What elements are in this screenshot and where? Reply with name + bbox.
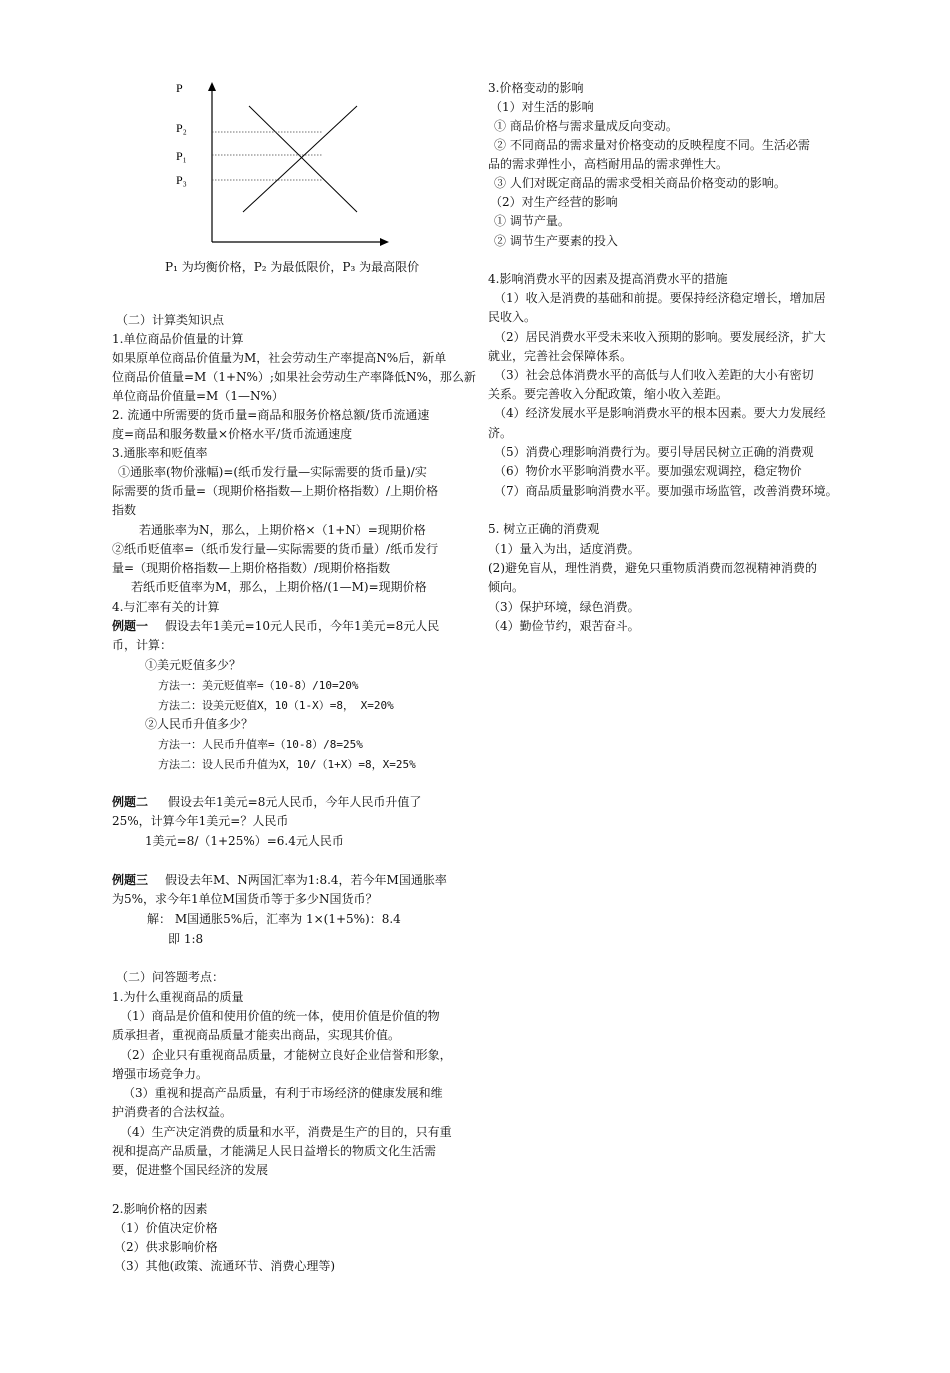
calc-text-3d: 若通胀率为N，那么，上期价格×（1+N）=现期价格 — [139, 523, 426, 537]
y-axis-arrow — [208, 82, 216, 91]
example-1-q1: ①美元贬值多少？ — [145, 658, 242, 672]
qa-heading-2: 2.影响价格的因素 — [112, 1202, 208, 1216]
example-1-text-b: 币，计算： — [112, 638, 173, 652]
p2-label: P₂ — [176, 121, 187, 135]
calc-text-3g: 若纸币贬值率为M，那么，上期价格/(1—M)=现期价格 — [131, 580, 427, 594]
calc-text-1a: 如果原单位商品价值量为M，社会劳动生产率提高N%后，新单 — [112, 351, 447, 365]
right-3-sub-2-a: ① 调节产量。 — [494, 214, 570, 228]
qa-1-text-i: 要，促进整个国民经济的发展 — [112, 1163, 269, 1177]
right-3-sub-2-b: ② 调节生产要素的投入 — [494, 234, 618, 248]
right-3-sub-1: （1）对生活的影响 — [490, 100, 594, 114]
qa-1-text-d: 增强市场竞争力。 — [112, 1067, 209, 1081]
demand-curve — [249, 106, 357, 212]
right-4-item-5: （5）消费心理影响消费行为。要引导居民树立正确的消费观 — [494, 445, 814, 459]
right-3-sub-1-a: ① 商品价格与需求量成反向变动。 — [494, 119, 678, 133]
calc-heading-2a: 2. 流通中所需要的货币量=商品和服务价格总额/货币流通速 — [112, 408, 430, 422]
calc-text-3b: 际需要的货币量=（现期价格指数—上期价格指数）/上期价格 — [112, 484, 439, 498]
qa-2-item-1: （1）价值决定价格 — [114, 1221, 218, 1235]
example-2-text-b: 25%，计算今年1美元=？人民币 — [112, 814, 289, 828]
calc-heading-2b: 度=商品和服务数量×价格水平/货币流通速度 — [112, 427, 353, 441]
right-4-item-3b: 关系。要完善收入分配政策，缩小收入差距。 — [488, 387, 729, 401]
right-4-item-4b: 济。 — [488, 426, 513, 440]
qa-2-item-3: （3）其他(政策、流通环节、消费心理等) — [114, 1259, 335, 1273]
calc-heading-3: 3.通胀率和贬值率 — [112, 446, 208, 460]
p-axis-label: P — [176, 81, 183, 95]
right-3-sub-2: （2）对生产经营的影响 — [490, 195, 618, 209]
example-2-answer: 1美元=8/（1+25%）=6.4元人民币 — [145, 834, 344, 848]
example-3-solution: 解： M国通胀5%后，汇率为 1×(1+5%)：8.4 — [147, 912, 401, 926]
qa-1-text-a: （1）商品是价值和使用价值的统一体，使用价值是价值的物 — [120, 1009, 440, 1023]
qa-1-text-c: （2）企业只有重视商品质量，才能树立良好企业信誉和形象， — [120, 1048, 452, 1062]
p3-label: P₃ — [176, 173, 187, 187]
calc-text-3a: ①通胀率(物价涨幅)=(纸币发行量—实际需要的货币量)/实 — [118, 465, 427, 479]
example-1-text-a: 假设去年1美元=10元人民币，今年1美元=8元人民 — [165, 619, 440, 633]
calc-text-1b: 位商品价值量=M（1+N%）;如果社会劳动生产率降低N%，那么新 — [112, 370, 476, 384]
section-qa-title: （二）问答题考点： — [116, 970, 225, 984]
right-3-sub-1-b: ② 不同商品的需求量对价格变动的反映程度不同。生活必需 — [494, 138, 810, 152]
qa-1-text-e: （3）重视和提高产品质量，有利于市场经济的健康发展和维 — [123, 1086, 443, 1100]
right-5-item-2b: 倾向。 — [488, 580, 525, 594]
right-4-item-4a: （4）经济发展水平是影响消费水平的根本因素。要大力发展经 — [494, 406, 826, 420]
calc-heading-1: 1.单位商品价值量的计算 — [112, 332, 244, 346]
qa-2-item-2: （2）供求影响价格 — [114, 1240, 218, 1254]
example-1-q2: ②人民币升值多少？ — [145, 717, 254, 731]
example-2-label: 例题二 — [112, 795, 149, 809]
calc-text-3e: ②纸币贬值率=（纸币发行量—实际需要的货币量）/纸币发行 — [112, 542, 439, 556]
right-5-item-2a: (2)避免盲从，理性消费，避免只重物质消费而忽视精神消费的 — [488, 561, 818, 575]
example-3-text-b: 为5%，求今年1单位M国货币等于多少N国货币？ — [112, 892, 378, 906]
right-heading-4: 4.影响消费水平的因素及提高消费水平的措施 — [488, 272, 728, 286]
qa-heading-1: 1.为什么重视商品的质量 — [112, 990, 244, 1004]
qa-1-text-b: 质承担者，重视商品质量才能卖出商品，实现其价值。 — [112, 1028, 401, 1042]
supply-curve — [243, 106, 357, 212]
right-4-item-2a: （2）居民消费水平受未来收入预期的影响。要发展经济，扩大 — [494, 330, 826, 344]
right-4-item-7: （7）商品质量影响消费水平。要加强市场监管，改善消费环境。 — [494, 484, 838, 498]
right-3-sub-1-c: 品的需求弹性小，高档耐用品的需求弹性大。 — [488, 157, 729, 171]
example-2-text-a: 假设去年1美元=8元人民币，今年人民币升值了 — [168, 795, 422, 809]
example-1-label: 例题一 — [112, 619, 149, 633]
example-1-q2-method-1: 方法一：人民币升值率=（10-8）/8=25% — [158, 738, 363, 751]
calc-text-1c: 单位商品价值量=M（1—N%） — [112, 389, 284, 403]
right-heading-3: 3.价格变动的影响 — [488, 81, 584, 95]
right-heading-5: 5. 树立正确的消费观 — [488, 522, 600, 536]
example-3-label: 例题三 — [112, 873, 149, 887]
p1-label: P₁ — [176, 149, 187, 163]
qa-1-text-h: 视和提高产品质量，才能满足人民日益增长的物质文化生活需 — [112, 1144, 437, 1158]
right-3-sub-1-d: ③ 人们对既定商品的需求受相关商品价格变动的影响。 — [494, 176, 786, 190]
qa-1-text-f: 护消费者的合法权益。 — [112, 1105, 233, 1119]
calc-heading-4: 4.与汇率有关的计算 — [112, 600, 220, 614]
example-1-q1-method-2: 方法二：设美元贬值X，10（1-X）=8， X=20% — [158, 699, 394, 712]
example-3-result: 即 1:8 — [168, 932, 204, 946]
right-5-item-3: （3）保护环境，绿色消费。 — [488, 600, 640, 614]
price-diagram — [160, 76, 400, 256]
calc-text-3c: 指数 — [112, 503, 137, 517]
right-4-item-6: （6）物价水平影响消费水平。要加强宏观调控，稳定物价 — [494, 464, 802, 478]
example-1-q2-method-2: 方法二：设人民币升值为X，10/（1+X）=8，X=25% — [158, 758, 416, 771]
x-axis-arrow — [380, 238, 389, 246]
right-4-item-1a: （1）收入是消费的基础和前提。要保持经济稳定增长，增加居 — [494, 291, 826, 305]
right-5-item-4: （4）勤俭节约，艰苦奋斗。 — [488, 619, 640, 633]
right-5-item-1: （1）量入为出，适度消费。 — [488, 542, 640, 556]
calc-text-3f: 量=（现期价格指数—上期价格指数）/现期价格指数 — [112, 561, 391, 575]
right-4-item-3a: （3）社会总体消费水平的高低与人们收入差距的大小有密切 — [494, 368, 814, 382]
qa-1-text-g: （4）生产决定消费的质量和水平，消费是生产的目的，只有重 — [120, 1125, 452, 1139]
section-calc-title: （二）计算类知识点 — [116, 313, 225, 327]
right-4-item-2b: 就业，完善社会保障体系。 — [488, 349, 633, 363]
diagram-caption: P₁ 为均衡价格，P₂ 为最低限价，P₃ 为最高限价 — [165, 260, 420, 274]
right-4-item-1b: 民收入。 — [488, 310, 537, 324]
example-3-text-a: 假设去年M、N两国汇率为1:8.4，若今年M国通胀率 — [165, 873, 447, 887]
example-1-q1-method-1: 方法一：美元贬值率=（10-8）/10=20% — [158, 679, 359, 692]
